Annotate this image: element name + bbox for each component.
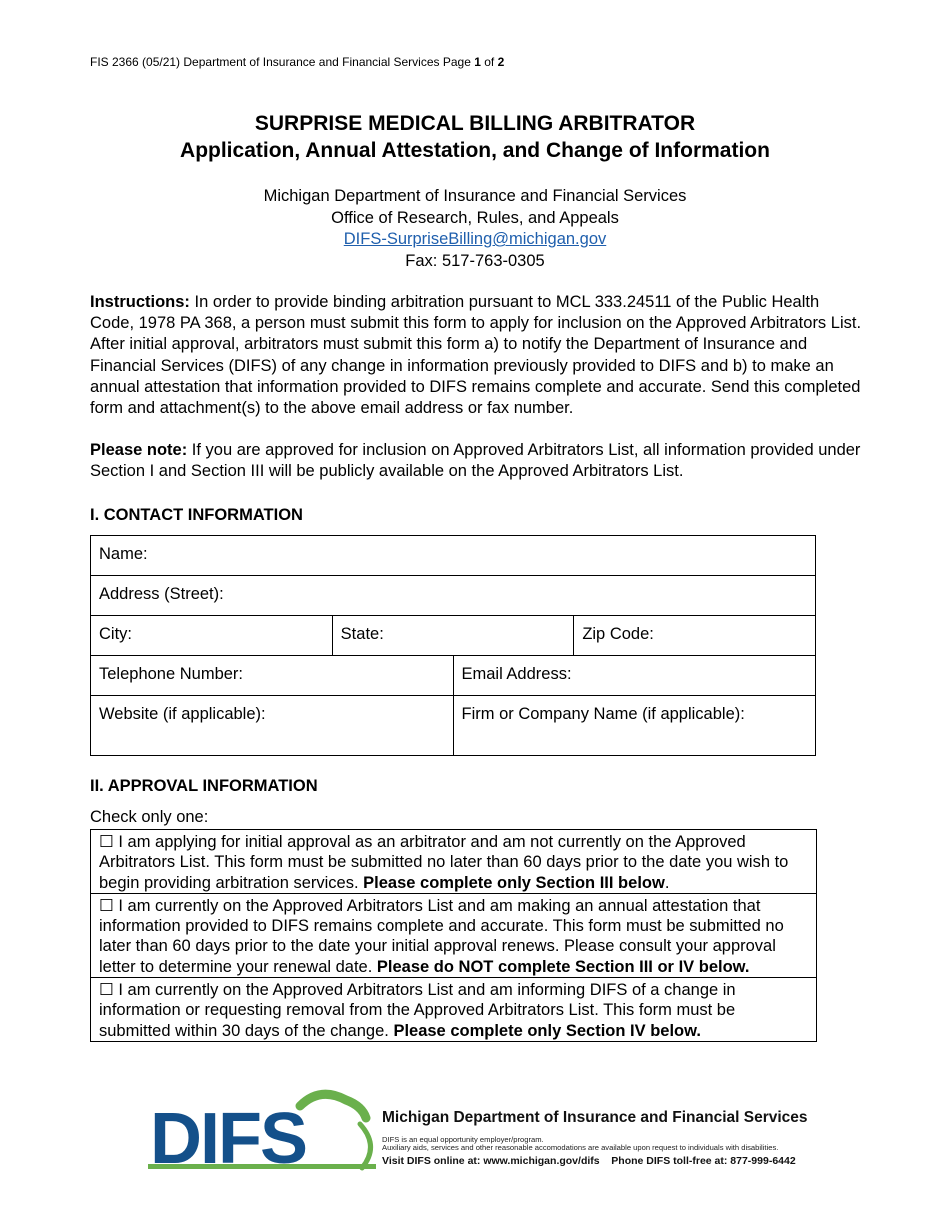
state-label: State: <box>340 625 384 643</box>
state-field[interactable] <box>332 616 574 656</box>
footer-equal-opportunity: DIFS is an equal opportunity employer/program. <box>382 1135 544 1144</box>
option-bold: Please complete only Section IV below. <box>393 1021 701 1040</box>
option-text: I am currently on the Approved Arbitrators List and am making an annual attestation that information provided to DIFS remains complete and accurate. This form must be submitted no later than 60 days prior to the date your initial approval renews. Please consult your approval letter to determine your renewal date. <box>99 896 784 976</box>
footer <box>148 1088 808 1178</box>
firm-field[interactable] <box>453 696 816 756</box>
website-label: Website (if applicable): <box>99 705 266 723</box>
page-subtitle: Application, Annual Attestation, and Change of Information <box>180 139 770 162</box>
option-tail: . <box>664 873 670 892</box>
name-field[interactable] <box>91 536 816 576</box>
office-block <box>0 186 950 272</box>
change-info-checkbox[interactable]: ☐ <box>99 981 114 1000</box>
footer-dept-name: Michigan Department of Insurance and Financial Services <box>382 1109 808 1126</box>
fax-number: Fax: 517-763-0305 <box>405 251 545 270</box>
logo-arc <box>360 1124 371 1168</box>
approval-option-attestation <box>91 893 817 977</box>
zip-label: Zip Code: <box>582 625 654 643</box>
approval-option-initial <box>91 830 817 894</box>
instructions-paragraph <box>90 292 865 419</box>
section-contact-title: I. CONTACT INFORMATION <box>90 506 303 524</box>
logo-swoosh <box>300 1094 366 1118</box>
city-label: City: <box>99 625 132 643</box>
name-label: Name: <box>99 545 148 563</box>
zip-field[interactable] <box>574 616 816 656</box>
note-paragraph <box>90 440 865 482</box>
instructions-label: Instructions: <box>90 293 190 311</box>
city-field[interactable] <box>91 616 333 656</box>
initial-approval-checkbox[interactable]: ☐ <box>99 833 114 851</box>
address-field[interactable] <box>91 576 816 616</box>
option-text: I am currently on the Approved Arbitrators List and am informing DIFS of a change in information or requesting removal from the Approved Arbitrators List. This form must be submitted within 30 days of the change. <box>99 981 736 1040</box>
note-text: If you are approved for inclusion on Approved Arbitrators List, all information provided under Section I and Section III will be publicly available on the Approved Arbitrators List. <box>90 441 861 481</box>
email-field[interactable] <box>453 656 816 696</box>
email-label: Email Address: <box>461 665 572 683</box>
office-name: Office of Research, Rules, and Appeals <box>331 208 619 227</box>
page-total: 2 <box>497 55 505 69</box>
option-bold: Please do NOT complete Section III or IV below. <box>376 957 750 976</box>
telephone-field[interactable] <box>91 656 454 696</box>
email-link[interactable]: DIFS-SurpriseBilling@michigan.gov <box>343 230 607 248</box>
option-text: I am applying for initial approval as an arbitrator and am not currently on the Approved Arbitrators List. This form must be submitted no later than 60 days prior to the date you wish to begin providing arbitration services. <box>99 833 789 892</box>
footer-visit: Visit DIFS online at: www.michigan.gov/difs Phone DIFS toll-free at: 877-999-6442 <box>382 1155 796 1167</box>
page-current: 1 <box>474 55 481 69</box>
page-of: of <box>480 55 498 69</box>
website-field[interactable] <box>91 696 454 756</box>
contact-table <box>90 535 816 756</box>
option-bold: Please complete only Section III below <box>363 873 665 892</box>
footer-auxiliary: Auxiliary aids, services and other reasonable accomodations are available upon request to individuals with disabilities. <box>382 1143 779 1152</box>
approval-option-change <box>91 978 817 1042</box>
difs-logo-text: DIFS <box>150 1099 307 1179</box>
firm-label: Firm or Company Name (if applicable): <box>461 705 745 723</box>
note-label: Please note: <box>90 441 188 459</box>
address-label: Address (Street): <box>99 585 224 603</box>
section-approval-title: II. APPROVAL INFORMATION <box>90 777 318 795</box>
page-title: SURPRISE MEDICAL BILLING ARBITRATOR <box>254 112 696 135</box>
annual-attestation-checkbox[interactable]: ☐ <box>99 896 114 915</box>
form-header <box>90 55 504 69</box>
check-only-label: Check only one: <box>90 808 209 826</box>
form-id: FIS 2366 (05/21) Department of Insurance and Financial Services Page <box>90 55 475 69</box>
approval-options-table <box>90 829 817 1042</box>
telephone-label: Telephone Number: <box>99 665 244 683</box>
department-name: Michigan Department of Insurance and Financial Services <box>263 187 687 205</box>
instructions-text: In order to provide binding arbitration pursuant to MCL 333.24511 of the Public Health Code, 1978 PA 368, a person must submit this form to apply for inclusion on the Approved Arbitrators List. After initial approval, arbitrators must submit this form a) to notify the Department of Insurance and Financial Services (DIFS) of any change in information previously provided to DIFS and b) to make an annual attestation that information provided to DIFS remains complete and accurate. Send this completed form and attachment(s) to the above email address or fax number. <box>90 293 862 418</box>
